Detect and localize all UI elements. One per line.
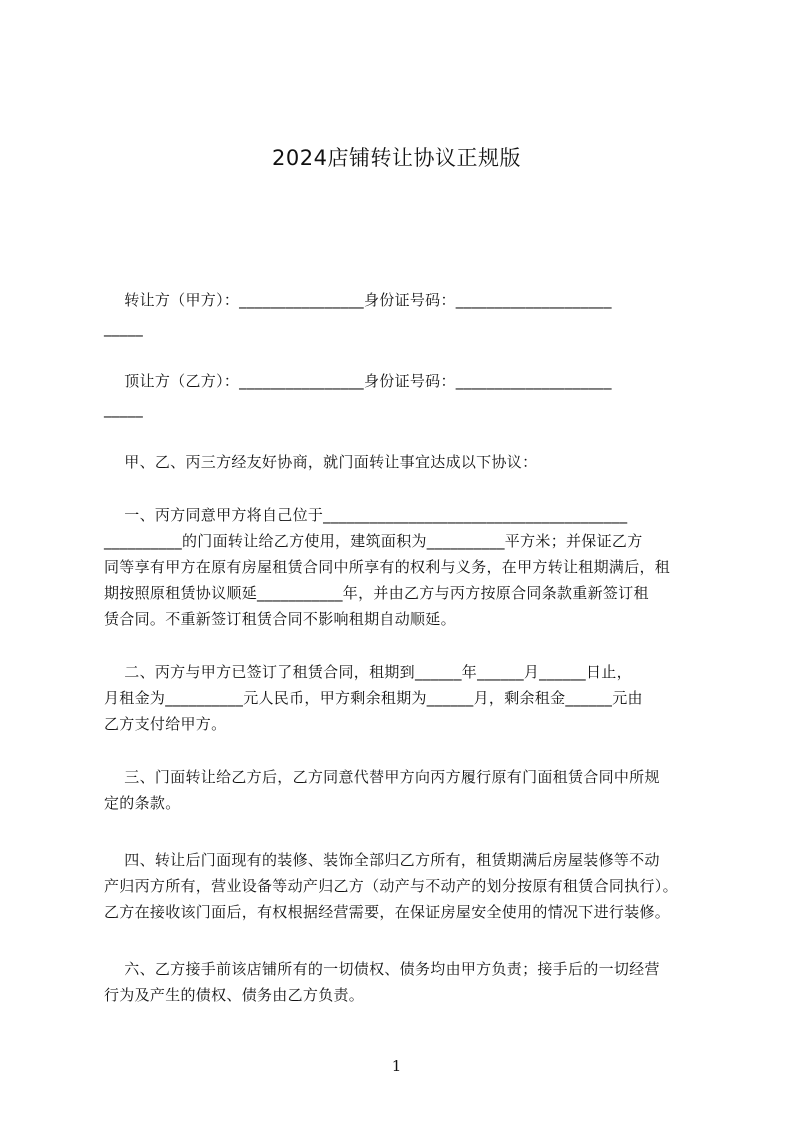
clause-3-line-2: 定的条款。 [104, 794, 181, 812]
clause-1-line-3: 同等享有甲方在原有房屋租赁合同中所享有的权利与义务，在甲方转让租期满后，租 [104, 558, 671, 576]
clause-3-line-1: 三、门面转让给乙方后，乙方同意代替甲方向丙方履行原有门面租赁合同中所规 [104, 768, 660, 786]
clause-6-line-1: 六、乙方接手前该店铺所有的一切债权、债务均由甲方负责；接手后的一切经营 [104, 960, 660, 978]
clause-4-line-3: 乙方在接收该门面后，有权根据经营需要，在保证房屋安全使用的情况下进行装修。 [104, 903, 671, 921]
clause-2-line-2: 月租金为__________元人民币，甲方剩余租期为______月，剩余租金______元由 [104, 689, 643, 707]
clause-4-line-1: 四、转让后门面现有的装修、装饰全部归乙方所有，租赁期满后房屋装修等不动 [104, 851, 660, 869]
preamble-line: 甲、乙、丙三方经友好协商，就门面转让事宜达成以下协议： [104, 453, 538, 471]
document-title: 2024店铺转让协议正规版 [272, 146, 521, 170]
clause-1-line-2: __________的门面转让给乙方使用，建筑面积为__________平方米；并保证乙方 [104, 532, 643, 550]
transferee-line: 顶让方（乙方）：________________身份证号码：____________________ [104, 372, 612, 390]
clause-2-line-1: 二、丙方与甲方已签订了租赁合同，租期到______年______月______日止， [104, 663, 632, 681]
clause-1-line-5: 赁合同。不重新签订租赁合同不影响租期自动顺延。 [104, 610, 456, 628]
clause-1-line-4: 期按照原租赁协议顺延___________年，并由乙方与丙方按原合同条款重新签订租 [104, 584, 649, 602]
clause-4-line-2: 产归丙方所有，营业设备等动产归乙方（动产与不动产的划分按原有租赁合同执行）。 [104, 877, 678, 895]
clause-2-line-3: 乙方支付给甲方。 [104, 715, 227, 733]
transferor-line: 转让方（甲方）：________________身份证号码：____________________ [104, 291, 612, 309]
page-number: 1 [391, 1057, 402, 1075]
transferor-line-cont: _____ [104, 319, 143, 337]
clause-1-line-1: 一、丙方同意甲方将自己位于_______________________________________ [104, 506, 628, 524]
clause-6-line-2: 行为及产生的债权、债务由乙方负责。 [104, 986, 365, 1004]
transferee-line-cont: _____ [104, 400, 143, 418]
